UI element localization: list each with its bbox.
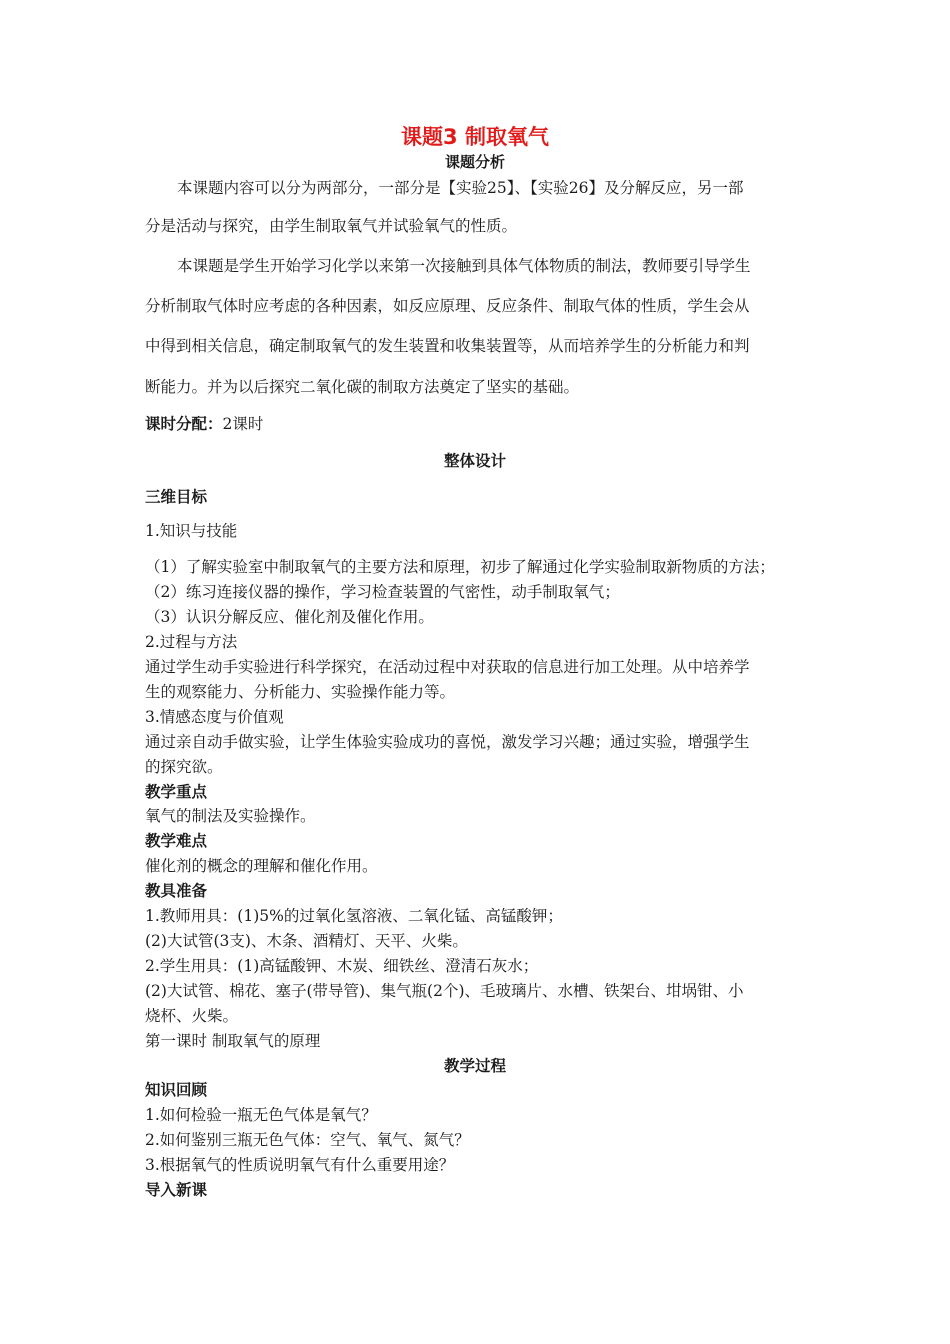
review-item: 2.如何鉴别三瓶无色气体：空气、氧气、氮气？ [145,1131,470,1149]
difficulty-text: 催化剂的概念的理解和催化作用。 [145,857,378,875]
hours-label: 课时分配： [145,415,223,433]
key-heading: 教学重点 [145,783,208,801]
goal2-line-2: 生的观察能力、分析能力、实验操作能力等。 [145,683,456,701]
analysis-paragraph-1-line-2: 分是活动与探究，由学生制取氧气并试验氧气的性质。 [145,217,518,235]
goal3-line-2: 的探究欲。 [145,758,223,776]
goal3-line-1: 通过亲自动手做实验，让学生体验实验成功的喜悦，激发学习兴趣；通过实验，增强学生 [145,733,750,751]
design-heading: 整体设计 [443,452,506,470]
process-heading: 教学过程 [443,1057,506,1075]
review-item: 3.根据氧气的性质说明氧气有什么重要用途？ [145,1156,455,1174]
tools-line: 1.教师用具：(1)5%的过氧化氢溶液、二氧化锰、高锰酸钾； [145,907,563,925]
goals-heading: 三维目标 [145,488,208,506]
analysis-paragraph-1-line-1: 本课题内容可以分为两部分，一部分是【实验25】、【实验26】及分解反应，另一部 [177,179,744,197]
goal1-heading: 1.知识与技能 [145,522,238,540]
review-heading: 知识回顾 [145,1081,208,1099]
hours-value: 2课时 [222,415,264,433]
analysis-paragraph-2-line-3: 中得到相关信息，确定制取氧气的发生装置和收集装置等，从而培养学生的分析能力和判 [145,337,750,355]
goal1-item: （3）认识分解反应、催化剂及催化作用。 [145,608,434,626]
tools-line: (2)大试管(3支)、木条、酒精灯、天平、火柴。 [145,932,468,950]
analysis-paragraph-2-line-4: 断能力。并为以后探究二氧化碳的制取方法奠定了坚实的基础。 [145,378,580,396]
intro-heading: 导入新课 [145,1181,208,1199]
tools-line: (2)大试管、棉花、塞子(带导管)、集气瓶(2个)、毛玻璃片、水槽、铁架台、坩埚钳、小 [145,982,744,1000]
difficulty-heading: 教学难点 [145,832,208,850]
analysis-paragraph-2-line-1: 本课题是学生开始学习化学以来第一次接触到具体气体物质的制法，教师要引导学生 [177,257,751,275]
hours-line [145,414,263,434]
lesson1-title: 第一课时 制取氧气的原理 [145,1032,321,1050]
goal1-item: （1）了解实验室中制取氧气的主要方法和原理，初步了解通过化学实验制取新物质的方法； [145,558,775,576]
goal1-item: （2）练习连接仪器的操作，学习检查装置的气密性，动手制取氧气； [145,583,620,601]
key-text: 氧气的制法及实验操作。 [145,807,316,825]
document-title: 课题3 制取氧气 [401,125,549,149]
tools-line: 2.学生用具：(1)高锰酸钾、木炭、细铁丝、澄清石灰水； [145,957,539,975]
review-item: 1.如何检验一瓶无色气体是氧气？ [145,1106,377,1124]
analysis-heading: 课题分析 [444,153,505,171]
goal2-line-1: 通过学生动手实验进行科学探究，在活动过程中对获取的信息进行加工处理。从中培养学 [145,658,750,676]
tools-line: 烧杯、火柴。 [145,1007,239,1025]
analysis-paragraph-2-line-2: 分析制取气体时应考虑的各种因素，如反应原理、反应条件、制取气体的性质，学生会从 [145,297,750,315]
goal2-heading: 2.过程与方法 [145,633,238,651]
tools-heading: 教具准备 [145,882,208,900]
goal3-heading: 3.情感态度与价值观 [145,708,284,726]
